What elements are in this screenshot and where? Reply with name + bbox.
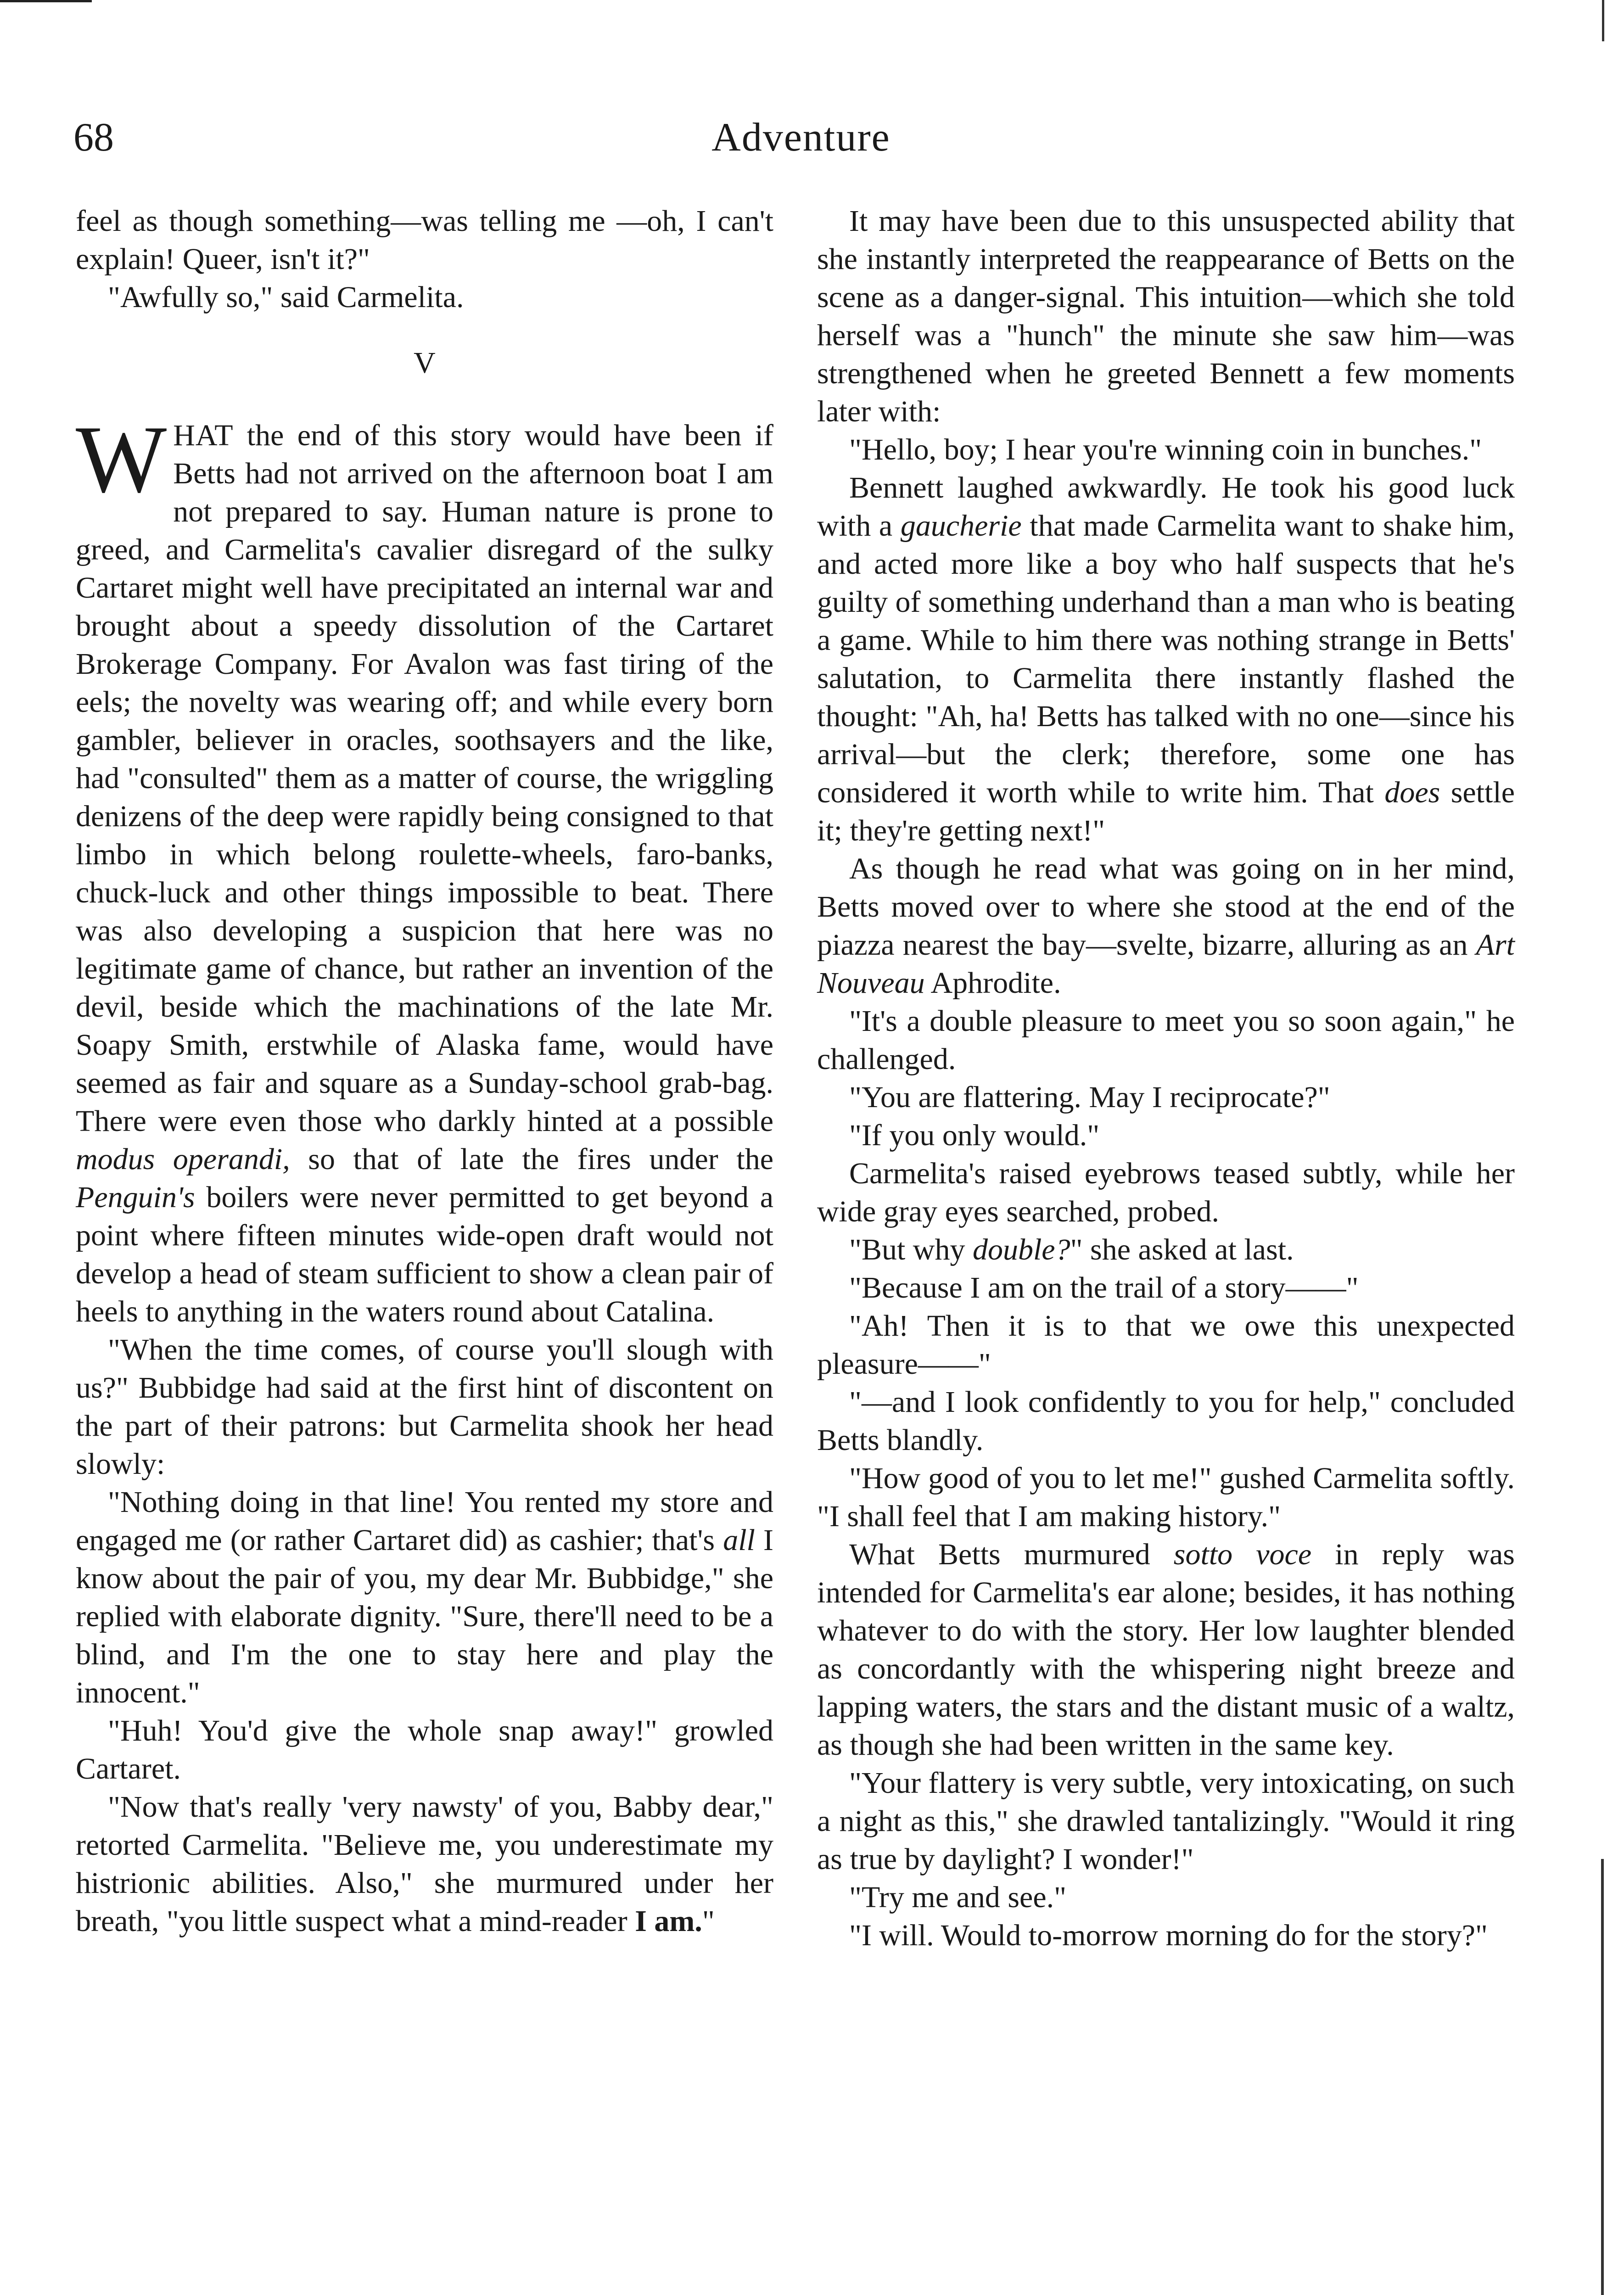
paragraph: "Try me and see." [849,1881,1067,1914]
paragraph: "If you only would." [849,1119,1100,1152]
text-run: Bennett laughed awkwardly. He took his good luck with a [817,471,1515,543]
text-run: I know about the pair of you, my dear Mr. Bubbidge," she replied with elaborate dignity. "Sure, there'll need to be a blind, and I'm the one to stay here and play the innocent." [76,1523,773,1709]
text-run: so that of late the fires under the [290,1142,773,1176]
paragraph: "Huh! You'd give the whole snap away!" growled Cartaret. [76,1714,773,1786]
paragraph: "When the time comes, of course you'll slough with us?" Bubbidge had said at the first hint of discontent on the part of their patrons: but Carmelita shook her head slowly: [76,1333,773,1481]
paragraph: "How good of you to let me!" gushed Carmelita softly. "I shall feel that I am making history." [817,1461,1515,1533]
page-header [73,110,1529,165]
paragraph: "Because I am on the trail of a story——" [849,1271,1359,1304]
bold-run: I am. [635,1904,702,1938]
italic-run: gaucherie [900,509,1022,543]
text-run: in reply was intended for Carmelita's ear alone; besides, it has nothing whatever to do with the story. Her low laughter blended as concordantly with the whispering night breeze and lapping waters, the stars and the distant music of a waltz, as though she had been written in the same key. [817,1538,1515,1762]
section-heading: V [414,346,436,380]
italic-run: modus operandi, [76,1142,290,1176]
paragraph [76,406,773,1331]
paragraph: feel as though something—was telling me —oh, I can't explain! Queer, isn't it?" [76,204,773,276]
left-column [76,202,773,1940]
paragraph [817,469,1515,850]
text-run: What Betts murmured [849,1538,1174,1571]
text-run: " she asked at last. [1070,1233,1294,1266]
paragraph: "I will. Would to-morrow morning do for the story?" [849,1919,1488,1952]
italic-run: Art Nouveau [817,928,1515,1000]
text-run: "Nothing doing in that line! You rented my store and engaged me (or rather Cartaret did) as cashier; that's [76,1485,773,1557]
paragraph [76,1483,773,1712]
text-run: settle it; they're getting next!" [817,776,1515,847]
italic-run: Penguin's [76,1181,195,1214]
text-run: As though he read what was going on in her mind, Betts moved over to where she stood at the end of the piazza nearest the bay—svelte, bizarre, alluring as an [817,852,1515,962]
page-number: 68 [73,115,114,160]
scan-top-rule [0,0,92,2]
italic-run: sotto voce [1173,1538,1312,1571]
text-run: that made Carmelita want to shake him, and acted more like a boy who half suspects that he's guilty of something underhand than a man who is beating a game. While to him there was nothing strange in Betts' salutation, to Carmelita there instantly flashed the thought: "Ah, ha! Betts has talked with no one—since his arrival—but the clerk; therefore, some one has considered it worth while to write him. That [817,509,1515,809]
italic-run: all [723,1523,755,1557]
paragraph: Carmelita's raised eyebrows teased subtly, while her wide gray eyes searched, probed. [817,1157,1515,1228]
text-run: "But why [849,1233,973,1266]
italic-run: does [1384,776,1440,809]
drop-cap: W [76,406,167,513]
italic-run: double? [972,1233,1070,1266]
paragraph: "Hello, boy; I hear you're winning coin in bunches." [849,433,1482,466]
paragraph: "Awfully so," said Carmelita. [108,280,464,314]
text-run: " [702,1904,715,1938]
paragraph: It may have been due to this unsuspected ability that she instantly interpreted the reappearance of Betts on the scene as a danger-signal. This intuition—which she told herself was a "hunch" the minute she saw him—was strengthened when he greeted Bennett a few moments later with: [817,204,1515,428]
text-run: "Now that's really 'very nawsty' of you, Babby dear," retorted Carmelita. "Believe me, you underestimate my histrionic abilities. Also," she murmured under her breath, "you little suspect what a mind-reader [76,1790,773,1938]
text-run: boilers were never permitted to get beyond a point where fifteen minutes wide-open draft would not develop a head of steam sufficient to show a clean pair of heels to anything in the waters round about Catalina. [76,1181,773,1328]
lead-word: HAT [173,419,234,452]
paragraph [817,1535,1515,1764]
right-column [817,202,1515,1954]
scan-edge-line [1601,1859,1604,2295]
text-run: the end of this story would have been if Betts had not arrived on the afternoon boat I am not prepared to say. Human nature is prone to greed, and Carmelita's cavalier disregard of the sulky Cartaret might well have precipitated an internal war and brought about a speedy dissolution of the Cartaret Brokerage Company. For Avalon was fast tiring of the eels; the novelty was wearing off; and while every born gambler, believer in oracles, soothsayers and the like, had "consulted" them as a matter of course, the wriggling denizens of the deep were rapidly being consigned to that limbo in which belong roulette-wheels, faro-banks, chuck-luck and other things impossible to beat. There was also developing a suspicion that here was no legitimate game of chance, but rather an invention of the devil, beside which the machinations of the late Mr. Soapy Smith, erstwhile of Alaska fame, would have seemed as fair and square as a Sunday-school grab-bag. There were even those who darkly hinted at a possible [76,419,773,1138]
running-title: Adventure [711,115,890,160]
paragraph: "Your flattery is very subtle, very intoxicating, on such a night as this," she drawled tantalizingly. "Would it ring as true by daylight? I wonder!" [817,1766,1515,1876]
paragraph: "You are flattering. May I reciprocate?" [849,1080,1330,1114]
text-run: Aphrodite. [924,966,1061,1000]
paragraph: "Ah! Then it is to that we owe this unexpected pleasure——" [817,1309,1515,1381]
paragraph [76,1788,773,1940]
scan-edge-line [1602,0,1604,41]
paragraph [817,850,1515,1002]
paragraph: "It's a double pleasure to meet you so soon again," he challenged. [817,1004,1515,1076]
paragraph [817,1231,1515,1269]
paragraph: "—and I look confidently to you for help," concluded Betts blandly. [817,1385,1515,1457]
